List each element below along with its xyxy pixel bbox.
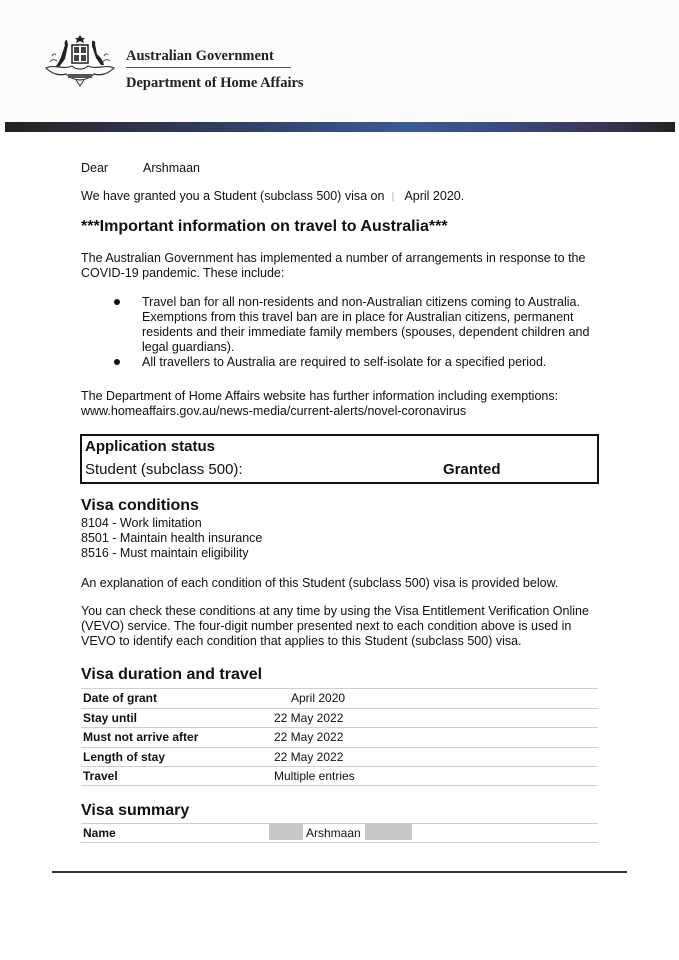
- department-name: Department of Home Affairs: [126, 75, 304, 91]
- condition-item: 8516 - Must maintain eligibility: [81, 546, 249, 560]
- letterhead: [0, 0, 679, 122]
- grant-sentence: [81, 189, 464, 203]
- row-value: Multiple entries: [274, 769, 355, 783]
- row-value: 22 May 2022: [274, 730, 344, 744]
- visa-summary-title: Visa summary: [81, 802, 190, 819]
- visa-summary-table: [81, 823, 598, 843]
- visa-type-label: Student (subclass 500):: [85, 461, 243, 478]
- table-row: [81, 766, 598, 786]
- redaction-mark: [392, 192, 394, 202]
- bullet-icon: [114, 359, 120, 365]
- table-row: [81, 708, 598, 728]
- website-intro: The Department of Home Affairs website has further information including exemptions:: [81, 389, 559, 403]
- table-row: [81, 727, 598, 747]
- visa-duration-table: [81, 688, 598, 786]
- header-color-bar: [5, 122, 675, 132]
- row-value: Arshmaan: [306, 826, 361, 840]
- status-badge: Granted: [443, 461, 501, 478]
- bullet-icon: [114, 299, 120, 305]
- list-item-text: Travel ban for all non-residents and non-Australian citizens coming to Australia. Exemptions from this travel ban are in place for Australian citizens, permanent residents and their immediate family members (spouses, dependent children and legal guardians).: [142, 295, 590, 354]
- conditions-explanation: An explanation of each condition of this Student (subclass 500) visa is provided below.: [81, 576, 559, 590]
- org-name: Australian Government: [126, 48, 274, 64]
- visa-duration-title: Visa duration and travel: [81, 666, 263, 683]
- row-value: 22 May 2022: [274, 710, 344, 725]
- travel-restrictions-list: [110, 295, 600, 370]
- table-row: [81, 688, 598, 708]
- grant-date: April 2020.: [404, 189, 465, 203]
- salutation-word: Dear: [81, 161, 109, 175]
- redaction-block: [269, 824, 303, 840]
- list-item-text: All travellers to Australia are required to self-isolate for a specified period.: [142, 355, 547, 369]
- list-item: [110, 295, 600, 355]
- row-label: Date of grant: [83, 691, 158, 705]
- row-label: Length of stay: [83, 749, 166, 764]
- visa-conditions-title: Visa conditions: [81, 497, 199, 514]
- grant-sentence-prefix: We have granted you a Student (subclass 500) visa on: [81, 189, 385, 203]
- row-label: Name: [83, 826, 116, 840]
- table-row: [81, 747, 598, 767]
- vevo-text: You can check these conditions at any time by using the Visa Entitlement Verification Online (VEVO) service. The four-digit number presented next to each condition above is used in VEVO to identify each condition that applies to this Student (subclass 500) visa.: [81, 604, 589, 648]
- row-value: April 2020: [291, 691, 346, 705]
- covid-intro: The Australian Government has implemented a number of arrangements in response to the COVID-19 pandemic. These include:: [81, 251, 586, 280]
- condition-item: 8501 - Maintain health insurance: [81, 531, 263, 545]
- list-item: [110, 355, 600, 370]
- row-label: Must not arrive after: [83, 730, 199, 744]
- website-url[interactable]: www.homeaffairs.gov.au/news-media/current-alerts/novel-coronavirus: [81, 404, 467, 418]
- condition-item: 8104 - Work limitation: [81, 516, 202, 530]
- salutation: [81, 161, 108, 175]
- table-row: [81, 823, 598, 843]
- australian-coat-of-arms-icon: [40, 34, 120, 90]
- application-status-box: [80, 434, 599, 484]
- redaction-block: [365, 824, 412, 840]
- row-label: Stay until: [83, 710, 138, 725]
- important-heading: ***Important information on travel to Australia***: [81, 218, 448, 235]
- letterhead-divider: [126, 67, 291, 68]
- row-label: Travel: [83, 769, 118, 783]
- application-status-title: Application status: [85, 438, 216, 455]
- recipient-name: Arshmaan: [143, 161, 200, 175]
- row-value: 22 May 2022: [274, 749, 344, 764]
- footer-divider: [52, 871, 627, 873]
